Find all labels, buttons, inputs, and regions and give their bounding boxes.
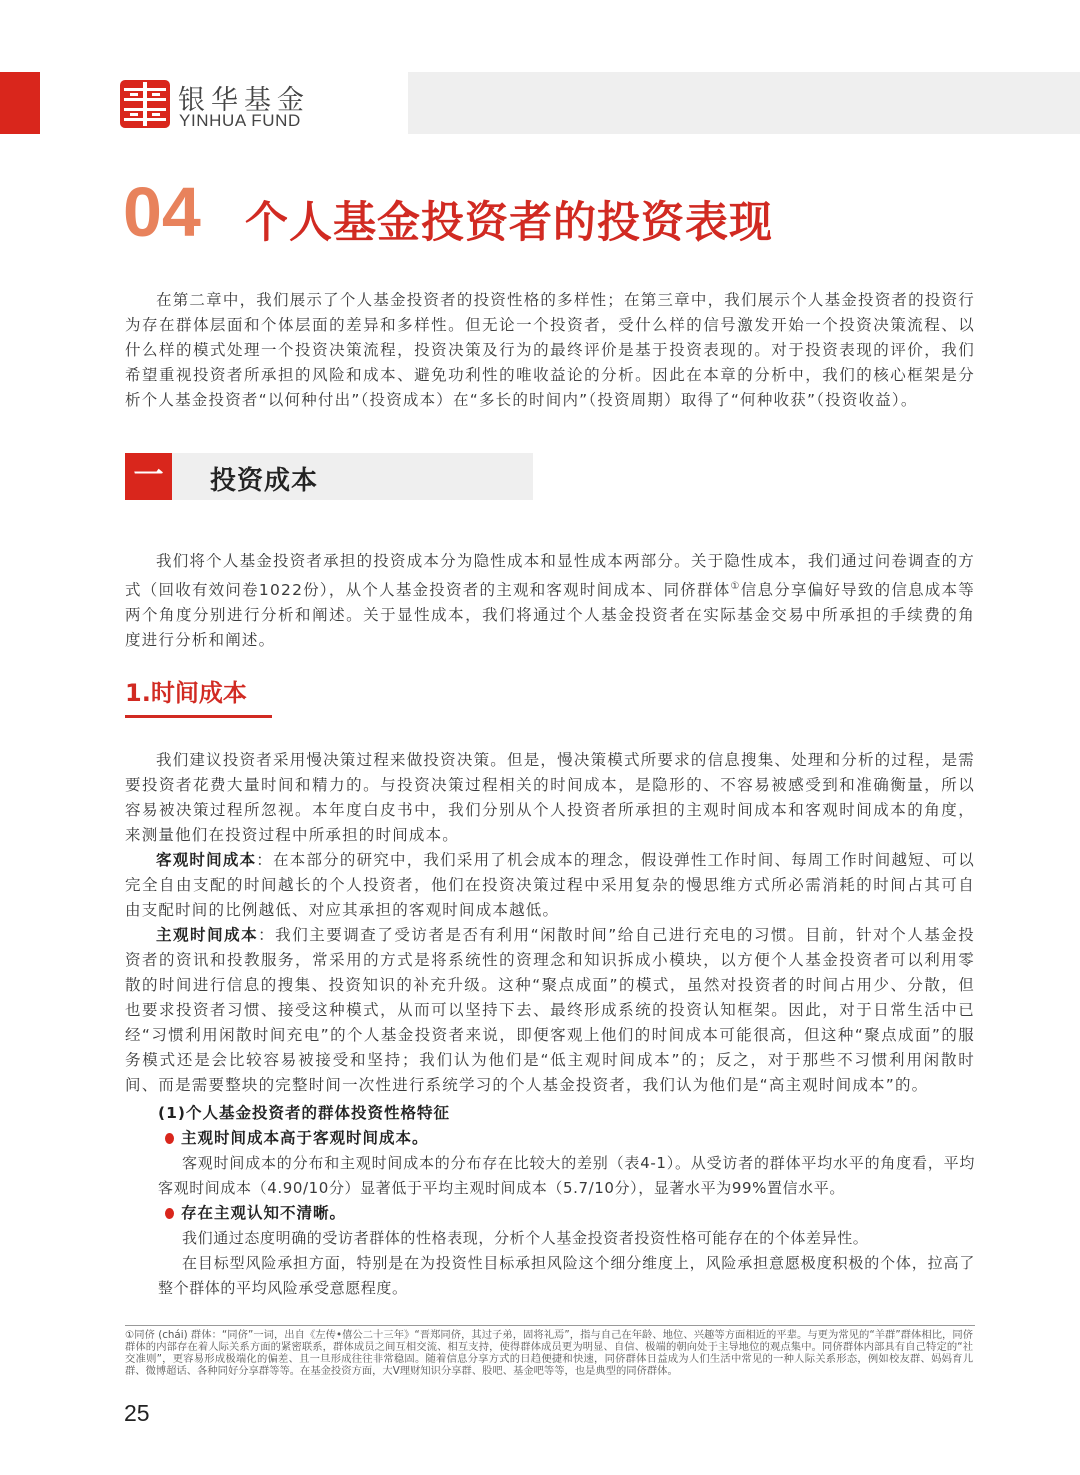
intro-paragraph [125,288,975,413]
section-number: 一 [125,453,172,500]
bullet-2-paragraph-1: 我们通过态度明确的受访者群体的性格表现，分析个人基金投资者投资性格可能存在的个体差异性。 [182,1229,869,1247]
page-number: 25 [124,1400,150,1426]
objective-text: ：在本部分的研究中，我们采用了机会成本的理念，假设弹性工作时间、每周工作时间越短、可以完全自由支配的时间越长的个人投资者，他们在投资决策过程中采用复杂的慢思维方式所必需消耗的时间占其可自由支配时间的比例越低、对应其承担的客观时间成本越低。 [125,851,976,919]
footnote-divider [125,1325,975,1326]
bullet-2-text: 存在主观认知不清晰。 [181,1204,347,1222]
yinhua-logo [120,78,330,132]
bullet-1 [165,1126,429,1151]
time-cost-paragraphs [125,748,975,1098]
yinhua-logo-mark-icon [120,80,170,128]
bullet-1-paragraph: 客观时间成本的分布和主观时间成本的分布存在比较大的差别（表4-1）。从受访者的群体平均水平的角度看，平均客观时间成本（4.90/10分）显著低于平均主观时间成本（5.7/10分），显著水平为99%置信水平。 [158,1154,975,1197]
bullet-2-body [158,1226,975,1301]
logo-chinese-name: 银华基金 [178,85,310,116]
footnote: ①同侪 (chái) 群体：“同侪”一词，出自《左传•僖公二十三年》“晋郑同侪，其过子弟，固将礼焉”，指与自己在年龄、地位、兴趣等方面相近的平辈。与更为常见的“羊群”群体相比，同侪群体的内部存在着人际关系方面的紧密联系，群体成员之间互相交流、相互支持，使得群体成员更为明显、自信、极端的朝向处于主导地位的观点集中。同侪群体内部具有自己特定的“社交准则”，更容易形成极端化的偏差、且一旦形成往往非常稳固。随着信息分享方式的日趋便捷和快速，同侪群体日益成为人们生活中常见的一种人际关系形态，例如校友群、妈妈育儿群、微博超话、各种同好分享群等等。在基金投资方面，大V理财知识分享群、股吧、基金吧等等，也是典型的同侪群体。 [125,1329,973,1377]
subsection-title: 1.时间成本 [125,679,247,707]
section-text-a: 我们将个人基金投资者承担的投资成本分为隐性成本和显性成本两部分。关于隐性成本，我们通过问卷调查的方式（回收有效问卷1022份），从个人基金投资者的主观和客观时间成本、同侪群体 [125,552,975,600]
paragraph-1: 我们建议投资者采用慢决策过程来做投资决策。但是，慢决策模式所要求的信息搜集、处理和分析的过程，是需要投资者花费大量时间和精力的。与投资决策过程相关的时间成本，是隐形的、不容易被感受到和准确衡量，所以容易被决策过程所忽视。本年度白皮书中，我们分别从个人投资者所承担的主观时间成本和客观时间成本的角度，来测量他们在投资过程中所承担的时间成本。 [125,751,975,844]
bullet-dot-icon [165,1133,174,1144]
subsection-underline [125,715,272,718]
intro-text: 在第二章中，我们展示了个人基金投资者的投资性格的多样性；在第三章中，我们展示个人基金投资者的投资行为存在群体层面和个体层面的差异和多样性。但无论一个投资者，受什么样的信号激发开始一个投资决策流程、以什么样的模式处理一个投资决策流程，投资决策及行为的最终评价是基于投资表现的。对于投资表现的评价，我们希望重视投资者所承担的风险和成本、避免功利性的唯收益论的分析。因此在本章的分析中，我们的核心框架是分析个人基金投资者“以何种付出”（投资成本）在“多长的时间内”（投资周期）取得了“何种收获”（投资收益）。 [125,291,975,409]
header-gray-bar [408,72,1080,134]
bullet-1-text: 主观时间成本高于客观时间成本。 [181,1129,429,1147]
subjective-text: ：我们主要调查了受访者是否有利用“闲散时间”给自己进行充电的习惯。目前，针对个人基金投资者的资讯和投教服务，常采用的方式是将系统性的资理念和知识拆成小模块，以方便个人基金投资者可以利用零散的时间进行信息的搜集、投资知识的补充升级。这种“聚点成面”的模式，虽然对投资者的时间占用少、分散，但也要求投资者习惯、接受这种模式，从而可以坚持下去、最终形成系统的投资认知框架。因此，对于日常生活中已经“习惯利用闲散时间充电”的个人基金投资者来说，即便客观上他们的时间成本可能很高，但这种“聚点成面”的服务模式还是会比较容易被接受和坚持；我们认为他们是“低主观时间成本”的；反之，对于那些不习惯利用闲散时间、而是需要整块的完整时间一次性进行系统学习的个人基金投资者，我们认为他们是“高主观时间成本”的。 [125,926,975,1094]
chapter-title: 个人基金投资者的投资表现 [245,198,773,248]
section-text-b: 信息分享偏好导致的信息成本等两个角度分别进行分析和阐述。关于显性成本，我们将通过个人基金投资者在实际基金交易中所承担的手续费的角度进行分析和阐述。 [125,581,975,650]
section-paragraph [125,549,975,653]
objective-label: 客观时间成本 [156,851,257,869]
item-heading: (1)个人基金投资者的群体投资性格特征 [158,1104,450,1122]
subjective-label: 主观时间成本 [156,926,259,944]
bullet-1-body [158,1151,975,1201]
bullet-2 [165,1201,346,1226]
chapter-number: 04 [123,173,201,251]
paragraph-objective [125,848,975,923]
footnote-marker[interactable]: ① [730,581,741,592]
logo-english-name: YINHUA FUND [179,111,301,130]
paragraph-subjective [125,923,975,1098]
bullet-dot-icon [165,1208,174,1219]
header-red-bar [0,72,40,134]
bullet-2-paragraph-2: 在目标型风险承担方面，特别是在为投资性目标承担风险这个细分维度上，风险承担意愿极度积极的个体，拉高了整个群体的平均风险承受意愿程度。 [158,1254,975,1297]
section-title: 投资成本 [210,466,319,496]
